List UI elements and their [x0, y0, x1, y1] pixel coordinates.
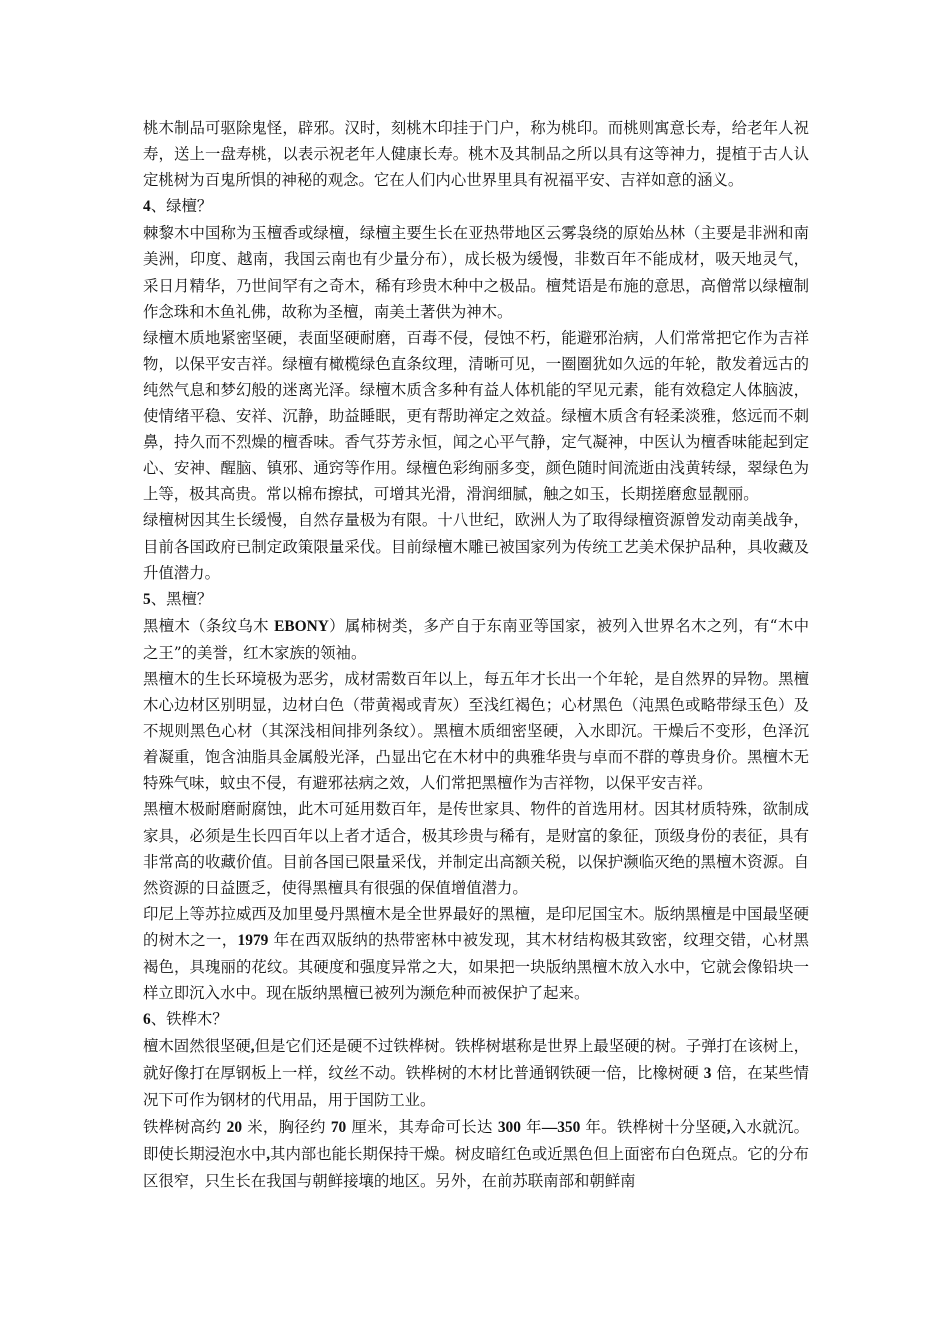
bold-punct: ,	[726, 1118, 731, 1136]
bold-punct: ,	[250, 1038, 255, 1056]
bold-number: 3	[703, 1065, 712, 1083]
section-number: 5	[143, 590, 151, 608]
bold-number: 1979	[237, 931, 269, 949]
paragraph-green-sandalwood-2: 绿檀木质地紧密坚硬，表面坚硬耐磨，百毒不侵，侵蚀不朽，能避邪治病，人们常常把它作为吉祥物，以保平安吉祥。绿檀有橄榄绿色直条纹理，清晰可见，一圈圈犹如久远的年轮，散发着远古的纯然气息和梦幻般的迷离光泽。绿檀木质含多种有益人体机能的罕见元素，能有效稳定人体脑波，使情绪平稳、安祥、沉静，助益睡眠，更有帮助禅定之效益。绿檀木质含有轻柔淡雅，悠远而不刺鼻，持久而不烈燥的檀香味。香气芬芳永恒，闻之心平气静，定气凝神，中医认为檀香味能起到定心、安神、醒脑、镇邪、通窍等作用。绿檀色彩绚丽多变，颜色随时间流逝由浅黄转绿，翠绿色为上等，极其高贵。常以棉布擦拭，可增其光滑，滑润细腻，触之如玉，长期搓磨愈显靓丽。	[143, 328, 809, 504]
section-title: 、绿檀？	[150, 197, 213, 216]
bold-number: 300	[497, 1118, 521, 1136]
paragraph-iron-birch-2	[143, 1114, 809, 1194]
section-number: 4	[143, 198, 151, 216]
text-run: 年在西双版纳的热带密林中被发现，其木材结构极其致密，纹理交错，心材黑褐色，具瑰丽的花纹。其硬度和强度异常之大，如果把一块版纳黑檀木放入水中，它就会像铅块一样立即沉入水中。现在版纳黑檀已被列为濒危种而被保护了起来。	[143, 930, 809, 1003]
text-run: 年。铁桦树十分坚硬	[580, 1117, 727, 1136]
text-run: ）属柿树类，多产自于东南亚等国家，被列入世界名木之列，有“木中之王”的美誉，红木家族的领袖。	[143, 616, 809, 662]
text-run: 年	[520, 1117, 542, 1136]
paragraph-ebony-3: 黑檀木极耐磨耐腐蚀，此木可延用数百年，是传世家具、物件的首选用材。因其材质特殊，欲制成家具，必须是生长四百年以上者才适合，极其珍贵与稀有，是财富的象征，顶级身份的表征，具有非常高的收藏价值。目前各国已限量采伐，并制定出高额关税，以保护濒临灭绝的黑檀木资源。自然资源的日益匮乏，使得黑檀具有很强的保值增值潜力。	[143, 800, 809, 897]
section-number: 6	[143, 1011, 151, 1029]
section-title: 、黑檀？	[150, 589, 213, 608]
bold-punct: ,	[266, 1145, 271, 1163]
section-heading-ebony	[143, 586, 809, 613]
section-heading-iron-birch	[143, 1006, 809, 1033]
bold-number: 70	[330, 1118, 347, 1136]
paragraph-green-sandalwood-1: 棘黎木中国称为玉檀香或绿檀，绿檀主要生长在亚热带地区云雾袅绕的原始丛林（主要是非洲和南美洲，印度、越南，我国云南也有少量分布），成长极为缓慢，非数百年不能成材，吸天地灵气，采日月精华，乃世间罕有之奇木，稀有珍贵木种中之极品。檀梵语是布施的意思，高僧常以绿檀制作念珠和木鱼礼佛，故称为圣檀，南美土著供为神木。	[143, 224, 809, 321]
text-run: 但是它们还是硬不过铁桦树。铁桦树堪称是世界上最坚硬的树。子弹打在该树上，就好像打在厚钢板上一样，纹丝不动。铁桦树的木材比普通钢铁硬一倍，比橡树硬	[143, 1037, 809, 1083]
paragraph-green-sandalwood-3: 绿檀树因其生长缓慢，自然存量极为有限。十八世纪，欧洲人为了取得绿檀资源曾发动南美战争，目前各国政府已制定政策限量采伐。目前绿檀木雕已被国家列为传统工艺美术保护品种，具收藏及升值潜力。	[143, 511, 809, 582]
text-run: 黑檀木（条纹乌木	[143, 616, 275, 635]
document-body	[143, 115, 809, 1194]
paragraph-iron-birch-1	[143, 1033, 809, 1113]
text-run: 其内部也能长期保持干燥。树皮暗红色或近黑色但上面密布白色斑点。它的分布区很窄，只生长在我国与朝鲜接壤的地区。另外，在前苏联南部和朝鲜南	[143, 1144, 809, 1190]
section-heading-green-sandalwood	[143, 193, 809, 220]
bold-number: 20	[226, 1118, 243, 1136]
text-run: 铁桦树高约	[143, 1117, 227, 1136]
text-run: 檀木固然很坚硬	[143, 1037, 251, 1056]
paragraph-ebony-1	[143, 613, 809, 666]
paragraph-ebony-4	[143, 901, 809, 1006]
bold-term: EBONY	[274, 617, 329, 635]
text-run: 入水就沉。即使长期浸泡水中	[143, 1117, 809, 1163]
section-title: 、铁桦木？	[150, 1010, 228, 1029]
bold-number: —350	[541, 1118, 581, 1136]
paragraph-peach: 桃木制品可驱除鬼怪，辟邪。汉时，刻桃木印挂于门户，称为桃印。而桃则寓意长寿，给老年人祝寿，送上一盘寿桃，以表示祝老年人健康长寿。桃木及其制品之所以具有这等神力，提植于古人认定桃树为百鬼所惧的神秘的观念。它在人们内心世界里具有祝福平安、吉祥如意的涵义。	[143, 119, 809, 190]
text-run: 米，胸径约	[242, 1117, 331, 1136]
text-run: 印尼上等苏拉威西及加里曼丹黑檀木是全世界最好的黑檀，是印尼国宝木。版纳黑檀是中国最坚硬的树木之一，	[143, 904, 809, 949]
text-run: 倍，在某些情况下可作为钢材的代用品，用于国防工业。	[143, 1064, 809, 1110]
paragraph-ebony-2: 黑檀木的生长环境极为恶劣，成材需数百年以上，每五年才长出一个年轮，是自然界的异物。黑檀木心边材区别明显，边材白色（带黄褐或青灰）至浅红褐色；心材黑色（沌黑色或略带绿玉色）及不规则黑色心材（其深浅相间排列条纹）。黑檀木质细密坚硬，入水即沉。干燥后不变形，色泽沉着凝重，饱含油脂具金属般光泽，凸显出它在木材中的典雅华贵与卓而不群的尊贵身价。黑檀木无特殊气味，蚊虫不侵，有避邪祛病之效，人们常把黑檀作为吉祥物，以保平安吉祥。	[143, 669, 809, 793]
text-run: 厘米，其寿命可长达	[346, 1117, 498, 1136]
